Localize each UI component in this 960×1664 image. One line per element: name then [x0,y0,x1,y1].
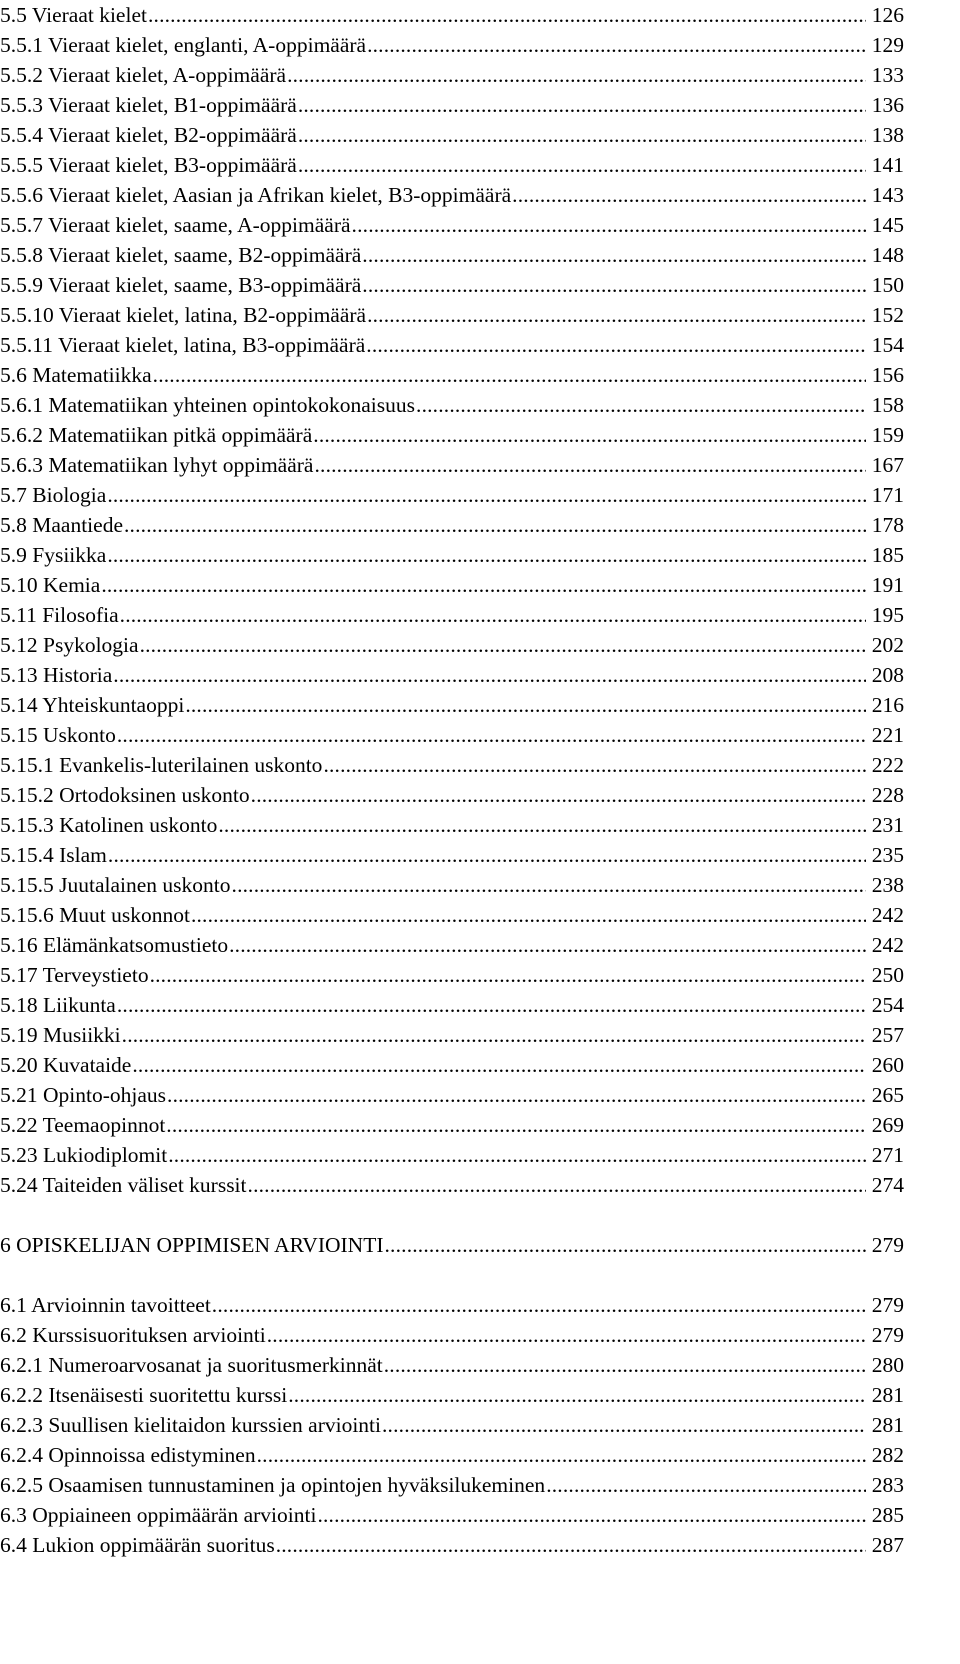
toc-entry-page: 138 [871,123,904,147]
toc-entry-page: 269 [871,1113,904,1137]
toc-entry-page: 279 [871,1323,904,1347]
toc-entry-title: 5.15.5 Juutalainen uskonto [0,873,231,897]
toc-entry-title: 5.5 Vieraat kielet [0,3,147,27]
toc-entry-title: 5.15.3 Katolinen uskonto [0,813,218,837]
toc-entry-title: 5.15 Uskonto [0,723,116,747]
toc-entry[interactable] [0,540,904,570]
toc-entry-title: 5.15.6 Muut uskonnot [0,903,190,927]
toc-entry[interactable] [0,180,904,210]
toc-entry-page: 271 [871,1143,904,1167]
toc-entry-title: 5.10 Kemia [0,573,101,597]
toc-dot-leader [352,210,866,240]
toc-dot-leader [362,240,866,270]
toc-dot-leader [384,1350,866,1380]
toc-dot-leader [512,180,866,210]
toc-entry-page: 154 [871,333,904,357]
toc-dot-leader [229,930,866,960]
toc-entry[interactable] [0,690,904,720]
toc-entry-page: 159 [871,423,904,447]
toc-entry-title: 6.2.2 Itsenäisesti suoritettu kurssi [0,1383,288,1407]
toc-entry-page: 228 [871,783,904,807]
toc-entry[interactable] [0,750,904,780]
toc-dot-leader [166,1110,866,1140]
toc-entry[interactable] [0,360,904,390]
toc-dot-leader [367,30,866,60]
toc-dot-leader [314,450,866,480]
toc-entry-page: 265 [871,1083,904,1107]
toc-entry-page: 281 [871,1413,904,1437]
toc-entry[interactable] [0,870,904,900]
toc-entry[interactable] [0,420,904,450]
toc-dot-leader [257,1440,866,1470]
toc-dot-leader [108,840,866,870]
toc-dot-leader [248,1170,866,1200]
toc-entry[interactable] [0,60,904,90]
toc-dot-leader [191,900,866,930]
toc-dot-leader [317,1500,866,1530]
toc-entry-title: 5.9 Fysiikka [0,543,107,567]
toc-dot-leader [267,1320,866,1350]
toc-entry-page: 191 [871,573,904,597]
toc-dot-leader [287,60,866,90]
toc-entry-page: 279 [871,1293,904,1317]
toc-entry-title: 5.6.1 Matematiikan yhteinen opintokokonaisuus [0,393,416,417]
toc-entry-title: 5.6.3 Matematiikan lyhyt oppimäärä [0,453,314,477]
toc-entry-page: 254 [871,993,904,1017]
toc-entry-page: 152 [871,303,904,327]
toc-dot-leader [298,150,866,180]
toc-entry[interactable] [0,1380,904,1410]
toc-entry-title: 5.15.4 Islam [0,843,107,867]
toc-entry[interactable] [0,510,904,540]
toc-dot-leader [276,1530,866,1560]
toc-entry[interactable] [0,900,904,930]
toc-entry-title: 5.6 Matematiikka [0,363,152,387]
toc-entry-page: 242 [871,933,904,957]
toc-dot-leader [150,960,866,990]
toc-dot-leader [367,300,866,330]
toc-entry[interactable] [0,1110,904,1140]
toc-entry[interactable] [0,840,904,870]
toc-dot-leader [120,600,866,630]
toc-dot-leader [117,990,866,1020]
toc-dot-leader [167,1080,866,1110]
toc-entry[interactable] [0,570,904,600]
toc-dot-leader [168,1140,866,1170]
toc-dot-leader [117,720,866,750]
toc-entry[interactable] [0,600,904,630]
toc-entry-page: 136 [871,93,904,117]
toc-entry-page: 283 [871,1473,904,1497]
toc-entry-page: 222 [871,753,904,777]
toc-entry-page: 238 [871,873,904,897]
toc-entry-title: 5.5.6 Vieraat kielet, Aasian ja Afrikan kielet, B3-oppimäärä [0,183,512,207]
toc-dot-leader [140,630,866,660]
toc-entry[interactable] [0,660,904,690]
toc-dot-leader [416,390,866,420]
toc-entry[interactable] [0,630,904,660]
toc-entry-page: 250 [871,963,904,987]
toc-entry-page: 208 [871,663,904,687]
toc-dot-leader [362,270,866,300]
toc-entry-title: 6.3 Oppiaineen oppimäärän arviointi [0,1503,317,1527]
toc-entry-page: 282 [871,1443,904,1467]
toc-dot-leader [212,1290,866,1320]
toc-entry-page: 216 [871,693,904,717]
toc-entry-title: 5.5.9 Vieraat kielet, saame, B3-oppimäärä [0,273,362,297]
toc-entry-page: 148 [871,243,904,267]
toc-entry-page: 158 [871,393,904,417]
toc-entry[interactable] [0,0,904,30]
toc-dot-leader [298,120,866,150]
toc-entry[interactable] [0,1290,904,1320]
toc-entry-title: 6.1 Arvioinnin tavoitteet [0,1293,211,1317]
toc-entry[interactable] [0,1170,904,1200]
toc-entry-title: 5.5.3 Vieraat kielet, B1-oppimäärä [0,93,297,117]
toc-entry[interactable] [0,240,904,270]
toc-entry[interactable] [0,1080,904,1110]
toc-dot-leader [251,780,866,810]
toc-dot-leader [122,1020,866,1050]
toc-entry[interactable] [0,1140,904,1170]
toc-entry[interactable] [0,720,904,750]
toc-entry-page: 145 [871,213,904,237]
toc-entry-page: 133 [871,63,904,87]
toc-entry-title: 5.14 Yhteiskuntaoppi [0,693,185,717]
toc-entry[interactable] [0,1440,904,1470]
toc-dot-leader [107,540,866,570]
toc-entry-title: 5.5.10 Vieraat kielet, latina, B2-oppimäärä [0,303,367,327]
toc-entry-title: 5.13 Historia [0,663,113,687]
toc-entry-title: 5.12 Psykologia [0,633,139,657]
toc-entry-title: 5.5.8 Vieraat kielet, saame, B2-oppimäärä [0,243,362,267]
toc-entry-title: 6.2.1 Numeroarvosanat ja suoritusmerkinnät [0,1353,383,1377]
toc-entry-page: 156 [871,363,904,387]
toc-entry[interactable] [0,30,904,60]
toc-dot-leader [107,480,866,510]
toc-entry[interactable] [0,330,904,360]
toc-entry-page: 285 [871,1503,904,1527]
toc-entry[interactable] [0,300,904,330]
toc-entry-title: 5.23 Lukiodiplomit [0,1143,168,1167]
toc-entry[interactable] [0,930,904,960]
toc-entry[interactable] [0,1410,904,1440]
toc-entry-title: 6.2.3 Suullisen kielitaidon kurssien arviointi [0,1413,381,1437]
toc-entry-title: 5.17 Terveystieto [0,963,149,987]
toc-entry-page: 195 [871,603,904,627]
toc-entry-title: 6.2.5 Osaamisen tunnustaminen ja opintojen hyväksilukeminen [0,1473,546,1497]
toc-dot-leader [288,1380,866,1410]
toc-entry-page: 167 [871,453,904,477]
toc-entry-page: 260 [871,1053,904,1077]
toc-entry-page: 129 [871,33,904,57]
toc-entry-title: 5.18 Liikunta [0,993,116,1017]
toc-entry[interactable] [0,450,904,480]
toc-entry-page: 257 [871,1023,904,1047]
toc-entry-title: 5.15.1 Evankelis-luterilainen uskonto [0,753,323,777]
toc-entry[interactable] [0,120,904,150]
toc-entry[interactable] [0,90,904,120]
toc-entry-page: 274 [871,1173,904,1197]
toc-entry[interactable] [0,990,904,1020]
toc-entry-title: 5.20 Kuvataide [0,1053,132,1077]
toc-dot-leader [382,1410,866,1440]
toc-entry-page: 202 [871,633,904,657]
toc-dot-leader [385,1230,867,1260]
toc-entry[interactable] [0,1050,904,1080]
toc-entry-title: 5.5.1 Vieraat kielet, englanti, A-oppimäärä [0,33,367,57]
toc-entry-title: 5.24 Taiteiden väliset kurssit [0,1173,247,1197]
toc-entry-title: 5.15.2 Ortodoksinen uskonto [0,783,250,807]
toc-entry-page: 281 [871,1383,904,1407]
toc-dot-leader [101,570,866,600]
toc-entry-title: 6 OPISKELIJAN OPPIMISEN ARVIOINTI [0,1233,384,1257]
toc-entry[interactable] [0,150,904,180]
toc-entry-title: 5.11 Filosofia [0,603,119,627]
toc-entry-title: 5.22 Teemaopinnot [0,1113,166,1137]
toc-entry-page: 287 [871,1533,904,1557]
toc-entry-title: 5.21 Opinto-ohjaus [0,1083,167,1107]
toc-dot-leader [185,690,866,720]
toc-dot-leader [132,1050,866,1080]
toc-entry[interactable] [0,1350,904,1380]
toc-entry-page: 221 [871,723,904,747]
toc-dot-leader [113,660,866,690]
toc-dot-leader [313,420,866,450]
toc-entry-page: 171 [871,483,904,507]
toc-dot-leader [218,810,866,840]
toc-entry-title: 6.4 Lukion oppimäärän suoritus [0,1533,275,1557]
toc-entry[interactable] [0,960,904,990]
toc-entry-title: 5.5.4 Vieraat kielet, B2-oppimäärä [0,123,297,147]
toc-entry-title: 5.7 Biologia [0,483,107,507]
toc-entry-page: 231 [871,813,904,837]
toc-entry-title: 5.6.2 Matematiikan pitkä oppimäärä [0,423,313,447]
toc-dot-leader [148,0,866,30]
toc-entry[interactable] [0,1470,904,1500]
toc-entry-page: 143 [871,183,904,207]
toc-dot-leader [153,360,866,390]
toc-entry-title: 5.5.7 Vieraat kielet, saame, A-oppimäärä [0,213,351,237]
toc-dot-leader [366,330,866,360]
toc-entry-page: 178 [871,513,904,537]
toc-entry[interactable] [0,780,904,810]
toc-chapter-entry[interactable] [0,1230,904,1260]
toc-entry-title: 6.2 Kurssisuorituksen arviointi [0,1323,266,1347]
toc-entry-title: 6.2.4 Opinnoissa edistyminen [0,1443,256,1467]
toc-dot-leader [546,1470,866,1500]
toc-entry-page: 150 [871,273,904,297]
toc-entry-page: 235 [871,843,904,867]
toc-entry-page: 126 [871,3,904,27]
toc-entry-title: 5.16 Elämänkatsomustieto [0,933,229,957]
toc-entry[interactable] [0,1500,904,1530]
toc-entry-page: 279 [871,1233,904,1257]
toc-entry-title: 5.19 Musiikki [0,1023,121,1047]
toc-entry-page: 141 [871,153,904,177]
toc-entry[interactable] [0,1320,904,1350]
toc-entry-page: 185 [871,543,904,567]
toc-entry[interactable] [0,270,904,300]
toc-entry-title: 5.8 Maantiede [0,513,123,537]
toc-entry[interactable] [0,1020,904,1050]
toc-dot-leader [232,870,866,900]
toc-dot-leader [323,750,866,780]
toc-entry-page: 242 [871,903,904,927]
toc-entry[interactable] [0,480,904,510]
toc-entry[interactable] [0,1530,904,1560]
toc-entry[interactable] [0,390,904,420]
toc-entry-title: 5.5.11 Vieraat kielet, latina, B3-oppimäärä [0,333,366,357]
toc-entry-title: 5.5.5 Vieraat kielet, B3-oppimäärä [0,153,297,177]
toc-entry-page: 280 [871,1353,904,1377]
toc-entry[interactable] [0,210,904,240]
toc-dot-leader [124,510,866,540]
toc-entry[interactable] [0,810,904,840]
toc-entry-title: 5.5.2 Vieraat kielet, A-oppimäärä [0,63,287,87]
toc-dot-leader [298,90,866,120]
